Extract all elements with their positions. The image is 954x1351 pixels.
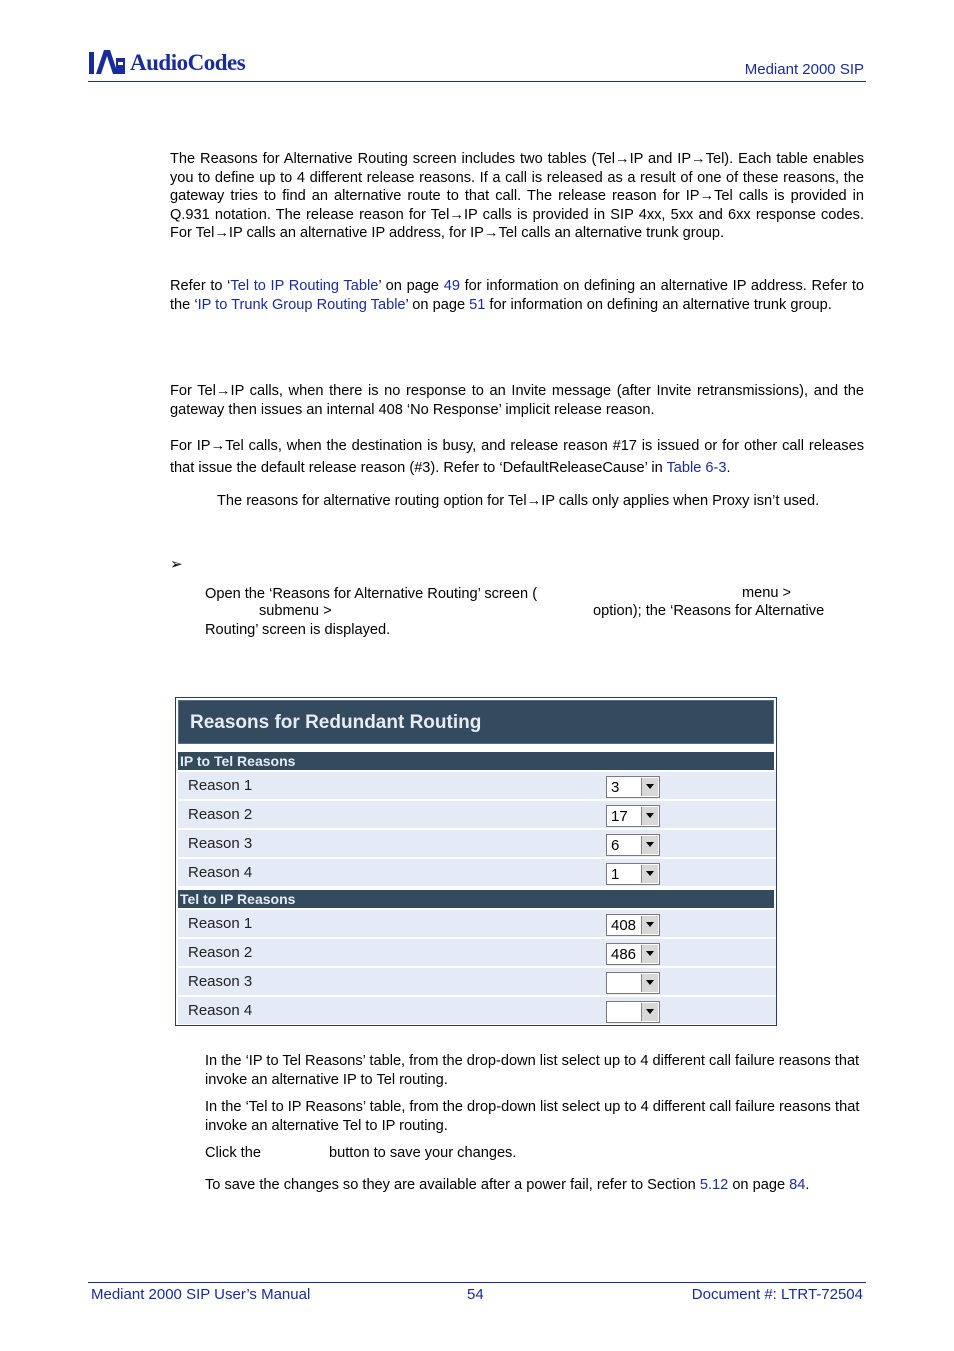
text: for information on defining an alternative trunk group. [485,296,832,313]
tel-to-ip-heading: Tel to IP Reasons [178,890,774,908]
tel-ip-reason-paragraph: For Tel→IP calls, when there is no response to an Invite message (after Invite retransmissions), and the gateway then issues an internal 408 ‘No Response’ implicit release reason. [170,383,864,418]
row-label: Reason 3 [188,973,253,990]
table-row [178,938,776,966]
step-2: In the ‘IP to Tel Reasons’ table, from the drop-down list select up to 4 different call failure reasons that invoke an alternative IP to Tel routing. [205,1053,860,1088]
logo-icon [88,48,126,78]
chevron-down-icon[interactable] [641,807,658,825]
row-label: Reason 2 [188,944,253,961]
section-5-12-link[interactable]: 5.12 [699,1177,729,1193]
reason-select[interactable] [606,776,660,798]
reason-select[interactable] [606,972,660,994]
row-label: Reason 2 [188,806,253,823]
step-1-submenu: submenu > [259,603,332,619]
intro-paragraph: The Reasons for Alternative Routing screen includes two tables (Tel→IP and IP→Tel). Each table enables you to define up to 4 different release reasons. If a call is released as a result of one of these reasons, the gateway tries to find an alternative route to that call. The release reason for IP→Tel calls is provided in Q.931 notation. The release reason for Tel→IP calls is provided in SIP 4xx, 5xx and 6xx response codes. For Tel→IP calls an alternative IP address, for IP→Tel calls an alternative trunk group. [170,151,864,241]
row-label: Reason 4 [188,1002,253,1019]
text: Open the ‘Reasons for Alternative Routing’ screen ( [205,586,538,602]
select-value: 6 [611,837,620,854]
chevron-down-icon[interactable] [641,945,658,963]
tel-to-ip-routing-link[interactable]: Tel to IP Routing Table [230,278,379,294]
text: For IP→Tel calls, when the destination is busy, and release reason #17 is issued or for other call releases that issue the default release reason (#3). Refer to ‘DefaultReleaseCause’ in [170,438,864,476]
select-value: 1 [611,866,620,883]
footer-document-number: Document #: LTRT-72504 [691,1286,863,1303]
logo-text: AudioCodes [130,50,246,75]
step-5 [205,1176,865,1195]
audiocodes-logo [88,48,245,78]
select-value: 3 [611,779,620,796]
select-value: 486 [611,946,637,963]
reason-select[interactable] [606,805,660,827]
chevron-down-icon[interactable] [641,836,658,854]
step-4-a: Click the [205,1145,261,1161]
step-4-b: button to save your changes. [329,1145,517,1161]
procedure-bullet-icon: ➢ [170,556,183,573]
step-1-end: Routing’ screen is displayed. [205,622,391,638]
reason-select[interactable] [606,863,660,885]
reason-select[interactable] [606,943,660,965]
select-value: 408 [611,917,637,934]
text: for information on defining an alternative IP address. Refer to the ‘ [170,278,865,313]
page-84-link[interactable]: 84 [789,1177,806,1193]
footer-page-number: 54 [467,1286,484,1303]
step-3: In the ‘Tel to IP Reasons’ table, from the drop-down list select up to 4 different call failure reasons that invoke an alternative Tel to IP routing. [205,1099,860,1134]
footer-divider [88,1282,866,1283]
table-row [178,829,776,857]
table-row [178,909,776,937]
chevron-down-icon[interactable] [641,865,658,883]
reason-select[interactable] [606,834,660,856]
step-1-option: option); the ‘Reasons for Alternative [593,603,825,619]
chevron-down-icon[interactable] [641,778,658,796]
note-paragraph: The reasons for alternative routing option for Tel→IP calls only applies when Proxy isn’t used. [217,493,820,509]
chevron-down-icon[interactable] [641,974,658,992]
step-1-menu: menu > [742,585,792,601]
ip-to-tel-heading: IP to Tel Reasons [178,752,774,770]
table-row [178,771,776,799]
row-label: Reason 4 [188,864,253,881]
reasons-screen [175,697,777,1026]
page-49-link[interactable]: 49 [443,278,460,294]
row-label: Reason 1 [188,915,253,932]
text: To save the changes so they are available after a power fail, refer to Section [205,1177,700,1193]
table-row [178,967,776,995]
reason-select[interactable] [606,1001,660,1023]
chevron-down-icon[interactable] [641,1003,658,1021]
text: ’ on page [405,296,470,313]
table-row [178,800,776,828]
row-label: Reason 3 [188,835,253,852]
row-label: Reason 1 [188,777,253,794]
footer-manual-title: Mediant 2000 SIP User’s Manual [91,1286,311,1303]
header-product: Mediant 2000 SIP [744,61,864,78]
text: on page [728,1177,790,1193]
chevron-down-icon[interactable] [641,916,658,934]
header-divider [88,81,866,82]
ip-tel-reason-paragraph [170,435,864,479]
reason-select[interactable] [606,914,660,936]
table-6-3-link[interactable]: Table 6-3 [666,460,727,476]
text: ’ on page [378,278,444,294]
text: . [805,1177,810,1193]
text: Refer to ‘ [170,278,231,294]
select-value: 17 [611,808,628,825]
text: . [726,460,731,476]
refer-paragraph [170,277,864,314]
table-row [178,858,776,886]
table-row [178,996,776,1024]
ip-to-trunk-group-link[interactable]: IP to Trunk Group Routing Table [197,296,406,313]
page-51-link[interactable]: 51 [469,296,486,313]
screen-title: Reasons for Redundant Routing [178,700,774,744]
